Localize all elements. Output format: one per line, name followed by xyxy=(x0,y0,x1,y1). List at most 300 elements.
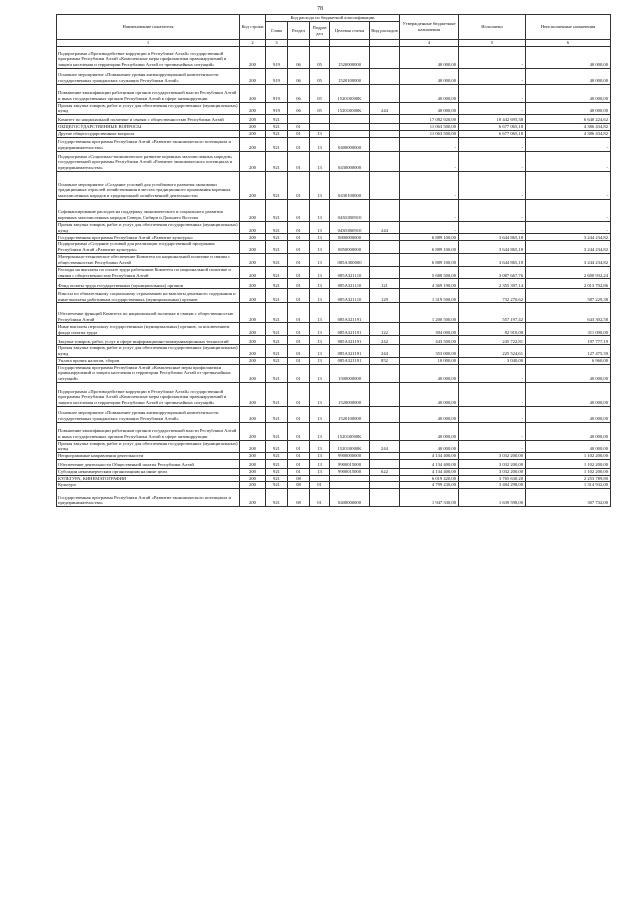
row-approved-cell: - xyxy=(400,151,459,171)
row-unexecuted-cell: 197 777,19 xyxy=(526,336,611,345)
col-executed-header: Исполнено xyxy=(459,15,526,40)
row-razdel-cell: 01 xyxy=(288,345,310,357)
row-type-cell: 244 xyxy=(370,440,400,452)
row-code-cell: 200 xyxy=(240,482,266,489)
row-unexecuted-cell: - xyxy=(526,151,611,171)
row-razdel-cell: 01 xyxy=(288,130,310,137)
row-podrazdel-cell: 13 xyxy=(310,151,330,171)
page-number: 78 xyxy=(317,6,323,12)
row-unexecuted-cell: 587 229,38 xyxy=(526,289,611,303)
row-approved-cell: 6 019 420,00 xyxy=(400,475,459,482)
row-code-cell: 200 xyxy=(240,253,266,266)
row-podrazdel-cell: 13 xyxy=(310,241,330,253)
row-razdel-cell: 01 xyxy=(288,382,310,406)
row-code-cell: 200 xyxy=(240,84,266,102)
row-target-cell: 0850000000 xyxy=(330,241,370,253)
row-unexecuted-cell: 1 314 932,00 xyxy=(526,482,611,489)
row-approved-cell: 353 000,00 xyxy=(400,345,459,357)
row-glava-cell: 921 xyxy=(266,453,288,460)
row-target-cell: 152010000K xyxy=(330,102,370,114)
row-type-cell: 852 xyxy=(370,357,400,364)
row-type-cell xyxy=(370,303,400,323)
table-row xyxy=(57,115,611,124)
row-target-cell: 04301R0910 xyxy=(330,199,370,221)
row-executed-cell: 225 524,61 xyxy=(459,345,526,357)
row-type-cell: 129 xyxy=(370,289,400,303)
row-glava-cell: 919 xyxy=(266,102,288,114)
row-razdel-cell: 01 xyxy=(288,151,310,171)
row-target-cell: 085A321191 xyxy=(330,323,370,336)
row-razdel-cell: 08 xyxy=(288,482,310,489)
row-target-cell: 9900000000 xyxy=(330,453,370,460)
row-code-cell: 200 xyxy=(240,221,266,233)
table-row xyxy=(57,345,611,357)
row-code-cell: 200 xyxy=(240,130,266,137)
row-podrazdel-cell: 13 xyxy=(310,345,330,357)
row-unexecuted-cell: 40 000,00 xyxy=(526,422,611,440)
row-podrazdel-cell: 13 xyxy=(310,336,330,345)
row-razdel-cell xyxy=(288,115,310,124)
table-row xyxy=(57,221,611,233)
col-approved-header: Утвержденные бюджетные назначения xyxy=(400,15,459,40)
row-target-cell: 0400000000 xyxy=(330,137,370,151)
row-approved-cell: 4 799 230,00 xyxy=(400,482,459,489)
row-unexecuted-cell: 40 000,00 xyxy=(526,68,611,84)
row-approved-cell: 11 063 500,00 xyxy=(400,130,459,137)
row-approved-cell: 4 134 400,00 xyxy=(400,453,459,460)
row-unexecuted-cell: 1 102 200,00 xyxy=(526,453,611,460)
row-razdel-cell: 01 xyxy=(288,289,310,303)
row-razdel-cell: 01 xyxy=(288,364,310,382)
column-index-cell: 3 xyxy=(266,40,288,47)
row-target-cell xyxy=(330,124,370,131)
row-podrazdel-cell: 13 xyxy=(310,453,330,460)
row-type-cell xyxy=(370,46,400,68)
row-target-cell: 085A300000 xyxy=(330,253,370,266)
row-name-cell: Непрограммные направления деятельности xyxy=(57,453,240,460)
row-razdel-cell: 01 xyxy=(288,279,310,289)
column-index-cell: 4 xyxy=(400,40,459,47)
row-target-cell: 0430100000 xyxy=(330,171,370,199)
row-glava-cell: 921 xyxy=(266,489,288,507)
table-row xyxy=(57,130,611,137)
row-executed-cell: - xyxy=(459,221,526,233)
row-type-cell xyxy=(370,475,400,482)
row-code-cell: 200 xyxy=(240,453,266,460)
row-type-cell xyxy=(370,115,400,124)
row-glava-cell: 919 xyxy=(266,46,288,68)
row-type-cell: 244 xyxy=(370,102,400,114)
row-unexecuted-cell: 40 000,00 xyxy=(526,46,611,68)
row-podrazdel-cell: 13 xyxy=(310,221,330,233)
row-code-cell: 200 xyxy=(240,406,266,422)
row-razdel-cell: 01 xyxy=(288,234,310,241)
row-glava-cell: 921 xyxy=(266,323,288,336)
row-razdel-cell: 01 xyxy=(288,422,310,440)
row-approved-cell: 40 000,00 xyxy=(400,440,459,452)
row-podrazdel-cell: 13 xyxy=(310,199,330,221)
row-name-cell: Прочая закупка товаров, работ и услуг для обеспечения государственных (муниципальных) нужд xyxy=(58,221,238,233)
row-executed-cell: 557 197,42 xyxy=(459,303,526,323)
row-podrazdel-cell: 13 xyxy=(310,279,330,289)
row-code-cell: 200 xyxy=(240,382,266,406)
row-approved-cell: 4 134 400,00 xyxy=(400,468,459,475)
row-type-cell xyxy=(370,364,400,382)
row-type-cell: 121 xyxy=(370,279,400,289)
row-approved-cell: 6 889 100,00 xyxy=(400,253,459,266)
row-code-cell: 200 xyxy=(240,102,266,114)
row-target-cell xyxy=(330,130,370,137)
row-podrazdel-cell: 05 xyxy=(310,46,330,68)
row-unexecuted-cell: 1 102 200,00 xyxy=(526,459,611,468)
row-glava-cell: 921 xyxy=(266,459,288,468)
table-row xyxy=(57,46,611,68)
row-podrazdel-cell: 13 xyxy=(310,130,330,137)
row-glava-cell: 921 xyxy=(266,406,288,422)
row-code-cell: 200 xyxy=(240,151,266,171)
row-glava-cell: 921 xyxy=(266,151,288,171)
table-row xyxy=(57,102,611,114)
row-name-cell: Комитет по национальной политике и связям с общественностью Республики Алтай xyxy=(57,115,240,124)
row-code-cell: 200 xyxy=(240,323,266,336)
table-row xyxy=(57,475,611,482)
row-executed-cell: 3 032 200,00 xyxy=(459,453,526,460)
row-unexecuted-cell: - xyxy=(526,171,611,199)
row-approved-cell: 40 000,00 xyxy=(400,422,459,440)
row-target-cell: 1520000000 xyxy=(330,382,370,406)
row-target-cell xyxy=(330,475,370,482)
row-unexecuted-cell: 40 000,00 xyxy=(526,440,611,452)
row-razdel-cell: 08 xyxy=(288,475,310,482)
row-code-cell: 200 xyxy=(240,234,266,241)
table-row xyxy=(57,279,611,289)
row-unexecuted-cell: 4 386 434,82 xyxy=(526,124,611,131)
table-row xyxy=(57,171,611,199)
row-unexecuted-cell: 643 302,58 xyxy=(526,303,611,323)
row-name-cell: Подпрограмма «Создание условий для реализации государственной программы Республики Алтай «Развитие культуры» xyxy=(57,241,240,253)
row-unexecuted-cell: 3 244 234,82 xyxy=(526,241,611,253)
row-podrazdel-cell: 13 xyxy=(310,382,330,406)
row-type-cell xyxy=(370,489,400,507)
row-code-cell: 200 xyxy=(240,440,266,452)
row-razdel-cell: 01 xyxy=(288,303,310,323)
row-target-cell: 1500000000 xyxy=(330,364,370,382)
row-target-cell: 1520000000 xyxy=(330,46,370,68)
row-podrazdel-cell: 01 xyxy=(310,482,330,489)
row-glava-cell: 921 xyxy=(266,234,288,241)
row-name-cell: Основное мероприятие «Создание условий для устойчивого развития экономики традиционных отраслей хозяйствования в местах традиционного проживания коренных малочисленных народов и традиционной хозяйственной деятельности» xyxy=(57,171,240,199)
table-row xyxy=(57,336,611,345)
row-name-cell: Основное мероприятие «Повышение уровня антикоррупционной компетентности государственных гражданских служащих Республики Алтай» xyxy=(57,68,240,84)
column-index-cell xyxy=(330,40,370,47)
table-row xyxy=(57,357,611,364)
row-unexecuted-cell: 40 000,00 xyxy=(526,364,611,382)
row-code-cell: 200 xyxy=(240,289,266,303)
row-name-cell: Иные выплаты персоналу государственных (муниципальных) органов, за исключением фонда оплаты труда xyxy=(57,323,240,336)
row-target-cell: 085A321110 xyxy=(330,289,370,303)
row-podrazdel-cell: 05 xyxy=(310,102,330,114)
row-glava-cell: 921 xyxy=(266,137,288,151)
table-row xyxy=(57,323,611,336)
row-podrazdel-cell: 13 xyxy=(310,459,330,468)
row-name-cell: Государственная программа Республики Алтай «Развитие экономического потенциала и предпринимательства» xyxy=(57,489,240,507)
row-glava-cell: 921 xyxy=(266,171,288,199)
column-index-cell xyxy=(288,40,310,47)
row-type-cell xyxy=(370,422,400,440)
table-row xyxy=(57,253,611,266)
row-executed-cell: 3 644 865,18 xyxy=(459,234,526,241)
col-name-header: Наименование показателя xyxy=(57,15,240,40)
table-row xyxy=(57,199,611,221)
row-name-cell: Материально-техническое обеспечение Комитета по национальной политике и связям с общественностью Республики Алтай xyxy=(57,253,240,266)
row-name-cell: Прочая закупка товаров, работ и услуг для обеспечения государственных (муниципальных) нужд xyxy=(58,440,238,452)
row-approved-cell: 17 082 920,00 xyxy=(400,115,459,124)
col-type-header: Вид расходов xyxy=(370,22,400,40)
row-target-cell: 1520100000 xyxy=(330,406,370,422)
table-row xyxy=(57,137,611,151)
row-name-cell: Обеспечение деятельности Общественной палаты Республики Алтай xyxy=(57,459,240,468)
row-approved-cell: 4 369 190,00 xyxy=(400,279,459,289)
row-glava-cell: 921 xyxy=(266,475,288,482)
row-executed-cell: 3 765 630,20 xyxy=(459,475,526,482)
row-approved-cell: - xyxy=(400,221,459,233)
row-unexecuted-cell: 40 000,00 xyxy=(526,406,611,422)
row-razdel-cell: 01 xyxy=(288,336,310,345)
row-name-cell: Уплата прочих налогов, сборов xyxy=(57,357,240,364)
row-approved-cell: 40 000,00 xyxy=(400,68,459,84)
col-target-header: Целевая статья xyxy=(330,22,370,40)
row-unexecuted-cell: 307 732,00 xyxy=(526,489,611,507)
row-razdel-cell: 01 xyxy=(288,440,310,452)
row-podrazdel-cell: 13 xyxy=(310,323,330,336)
row-type-cell xyxy=(370,406,400,422)
row-glava-cell: 921 xyxy=(266,440,288,452)
table-row xyxy=(57,241,611,253)
row-name-cell: Культура xyxy=(57,482,240,489)
row-glava-cell: 921 xyxy=(266,364,288,382)
row-executed-cell: 3 087 667,76 xyxy=(459,266,526,278)
row-executed-cell: 3 032 200,00 xyxy=(459,459,526,468)
row-executed-cell: 2 355 397,14 xyxy=(459,279,526,289)
row-approved-cell: 40 000,00 xyxy=(400,46,459,68)
row-glava-cell: 921 xyxy=(266,115,288,124)
row-podrazdel-cell: 13 xyxy=(310,357,330,364)
row-razdel-cell: 01 xyxy=(288,459,310,468)
row-podrazdel-cell xyxy=(310,475,330,482)
row-approved-cell: - xyxy=(400,199,459,221)
row-unexecuted-cell: 4 386 434,82 xyxy=(526,130,611,137)
row-unexecuted-cell: 2 013 702,86 xyxy=(526,279,611,289)
row-name-cell: Закупка товаров, работ, услуг в сфере информационно-коммуникационных технологий xyxy=(57,336,240,345)
table-row xyxy=(57,364,611,382)
row-executed-cell: 6 677 065,18 xyxy=(459,124,526,131)
row-razdel-cell: 01 xyxy=(288,253,310,266)
table-row xyxy=(57,468,611,475)
row-type-cell xyxy=(370,459,400,468)
row-unexecuted-cell: - xyxy=(526,137,611,151)
row-name-cell: Государственная программа Республики Алтай «Развитие культуры» xyxy=(57,234,240,241)
row-code-cell: 200 xyxy=(240,137,266,151)
row-razdel-cell: 01 xyxy=(288,357,310,364)
row-type-cell: 244 xyxy=(370,345,400,357)
row-name-cell: Фонд оплаты труда государственных (муниципальных) органов xyxy=(57,279,240,289)
row-unexecuted-cell: 1 102 200,00 xyxy=(526,468,611,475)
row-name-cell: Государственная программа Республики Алтай «Развитие экономического потенциала и предпринимательства» xyxy=(57,137,240,151)
row-glava-cell: 921 xyxy=(266,482,288,489)
row-podrazdel-cell xyxy=(310,124,330,131)
row-executed-cell: - xyxy=(459,440,526,452)
row-podrazdel-cell: 13 xyxy=(310,364,330,382)
row-executed-cell: 1 639 598,00 xyxy=(459,489,526,507)
row-type-cell xyxy=(370,199,400,221)
row-code-cell: 200 xyxy=(240,124,266,131)
row-target-cell: 152010000K xyxy=(330,422,370,440)
row-podrazdel-cell: 13 xyxy=(310,303,330,323)
row-podrazdel-cell: 13 xyxy=(310,440,330,452)
row-target-cell: 085A321191 xyxy=(330,303,370,323)
row-executed-cell: - xyxy=(459,364,526,382)
row-razdel-cell: 01 xyxy=(288,266,310,278)
row-name-cell: Другие общегосударственные вопросы xyxy=(57,130,240,137)
budget-class-header: Код расхода по бюджетной классификации xyxy=(266,15,400,22)
row-approved-cell: - xyxy=(400,137,459,151)
row-code-cell: 200 xyxy=(240,345,266,357)
row-executed-cell: - xyxy=(459,199,526,221)
col-glava-header: Глава xyxy=(266,22,288,40)
row-razdel-cell: 01 xyxy=(288,137,310,151)
row-razdel-cell: 01 xyxy=(288,124,310,131)
table-row xyxy=(57,406,611,422)
row-razdel-cell: 06 xyxy=(288,68,310,84)
row-executed-cell: - xyxy=(459,422,526,440)
column-index-cell: 6 xyxy=(526,40,611,47)
col-unexecuted-header: Неисполненные назначения xyxy=(526,15,611,40)
table-row xyxy=(57,303,611,323)
row-target-cell: 152010000K xyxy=(330,84,370,102)
row-target-cell: 04301R0910 xyxy=(330,221,370,233)
row-target-cell: 085A321110 xyxy=(330,266,370,278)
row-code-cell: 200 xyxy=(240,475,266,482)
row-razdel-cell: 01 xyxy=(288,221,310,233)
table-row xyxy=(57,84,611,102)
table-body xyxy=(57,46,611,506)
row-razdel-cell: 01 xyxy=(288,199,310,221)
row-type-cell xyxy=(370,137,400,151)
row-approved-cell: 40 000,00 xyxy=(400,364,459,382)
row-unexecuted-cell: - xyxy=(526,221,611,233)
row-name-cell: Основное мероприятие «Повышение уровня антикоррупционной компетентности государственных гражданских служащих Республики Алтай» xyxy=(57,406,240,422)
row-podrazdel-cell: 13 xyxy=(310,137,330,151)
row-target-cell: 085A321191 xyxy=(330,357,370,364)
row-target-cell: 152010000K xyxy=(330,440,370,452)
row-unexecuted-cell: 40 000,00 xyxy=(526,382,611,406)
row-type-cell: 242 xyxy=(370,336,400,345)
row-glava-cell: 921 xyxy=(266,345,288,357)
row-glava-cell: 921 xyxy=(266,303,288,323)
row-code-cell: 200 xyxy=(240,468,266,475)
row-name-cell: Субсидии некоммерческим организациям на иные цели xyxy=(57,468,240,475)
row-executed-cell: 3 644 865,18 xyxy=(459,253,526,266)
row-executed-cell: - xyxy=(459,171,526,199)
row-target-cell xyxy=(330,482,370,489)
column-index-cell xyxy=(310,40,330,47)
row-glava-cell: 921 xyxy=(266,279,288,289)
table-row xyxy=(57,124,611,131)
row-target-cell: 0400000000 xyxy=(330,489,370,507)
row-executed-cell: - xyxy=(459,84,526,102)
row-approved-cell: 1 200 500,00 xyxy=(400,303,459,323)
row-executed-cell: 732 270,62 xyxy=(459,289,526,303)
row-podrazdel-cell: 01 xyxy=(310,489,330,507)
row-unexecuted-cell: 2 600 932,24 xyxy=(526,266,611,278)
row-type-cell xyxy=(370,234,400,241)
row-executed-cell: 3 040,00 xyxy=(459,357,526,364)
row-code-cell: 200 xyxy=(240,115,266,124)
row-executed-cell: 3 484 298,00 xyxy=(459,482,526,489)
row-executed-cell: - xyxy=(459,46,526,68)
row-approved-cell: 40 000,00 xyxy=(400,84,459,102)
row-name-cell: Взносы по обязательному социальному страхованию на выплаты денежного содержания и иные выплаты работникам государственных (муниципальных) органов xyxy=(57,289,240,303)
row-razdel-cell: 01 xyxy=(288,171,310,199)
row-name-cell: Повышение квалификации работников органов государственной власти Республики Алтай и иных государственных органов Республики Алтай в сфере антикоррупции xyxy=(57,84,240,102)
row-target-cell: 9900015000 xyxy=(330,468,370,475)
row-unexecuted-cell: 311 090,00 xyxy=(526,323,611,336)
row-unexecuted-cell: 3 244 234,82 xyxy=(526,253,611,266)
row-code-cell: 200 xyxy=(240,357,266,364)
table-row xyxy=(57,234,611,241)
row-razdel-cell: 06 xyxy=(288,102,310,114)
row-approved-cell: 11 063 500,00 xyxy=(400,124,459,131)
row-code-cell: 200 xyxy=(240,241,266,253)
col-razdel-header: Раздел xyxy=(288,22,310,40)
row-type-cell xyxy=(370,241,400,253)
table-row xyxy=(57,289,611,303)
row-type-cell xyxy=(370,68,400,84)
row-glava-cell: 921 xyxy=(266,422,288,440)
row-executed-cell: 82 910,00 xyxy=(459,323,526,336)
row-type-cell xyxy=(370,482,400,489)
row-name-cell: Подпрограмма «Противодействие коррупции в Республике Алтай» государственной программы Республики Алтай «Комплексные меры профилактики правонарушений и защита населения и территории Республики Алтай от чрезвычайных ситуаций» xyxy=(57,46,240,68)
row-type-cell xyxy=(370,266,400,278)
table-row xyxy=(57,440,611,452)
table-row xyxy=(57,482,611,489)
row-executed-cell: 3 644 865,18 xyxy=(459,241,526,253)
row-code-cell: 200 xyxy=(240,199,266,221)
row-approved-cell: 6 889 100,00 xyxy=(400,234,459,241)
row-target-cell: 085A321110 xyxy=(330,279,370,289)
row-podrazdel-cell: 13 xyxy=(310,266,330,278)
table-row xyxy=(57,459,611,468)
row-approved-cell: 6 889 100,00 xyxy=(400,241,459,253)
row-podrazdel-cell: 13 xyxy=(310,253,330,266)
row-approved-cell: 394 000,00 xyxy=(400,323,459,336)
row-executed-cell: 10 442 695,38 xyxy=(459,115,526,124)
col-podrazdel-header: Подраз дел xyxy=(310,22,330,40)
row-glava-cell: 919 xyxy=(266,68,288,84)
row-approved-cell: 40 000,00 xyxy=(400,406,459,422)
row-type-cell xyxy=(370,84,400,102)
row-name-cell: Расходы на выплаты по оплате труда работников Комитета по национальной политике и связям с общественностью Республики Алтай xyxy=(57,266,240,278)
row-code-cell: 200 xyxy=(240,303,266,323)
row-razdel-cell: 06 xyxy=(288,84,310,102)
row-type-cell xyxy=(370,151,400,171)
row-code-cell: 200 xyxy=(240,459,266,468)
row-podrazdel-cell: 13 xyxy=(310,171,330,199)
row-target-cell: 085A321191 xyxy=(330,336,370,345)
column-index-cell xyxy=(370,40,400,47)
row-unexecuted-cell: 2 253 789,80 xyxy=(526,475,611,482)
row-podrazdel-cell: 13 xyxy=(310,468,330,475)
